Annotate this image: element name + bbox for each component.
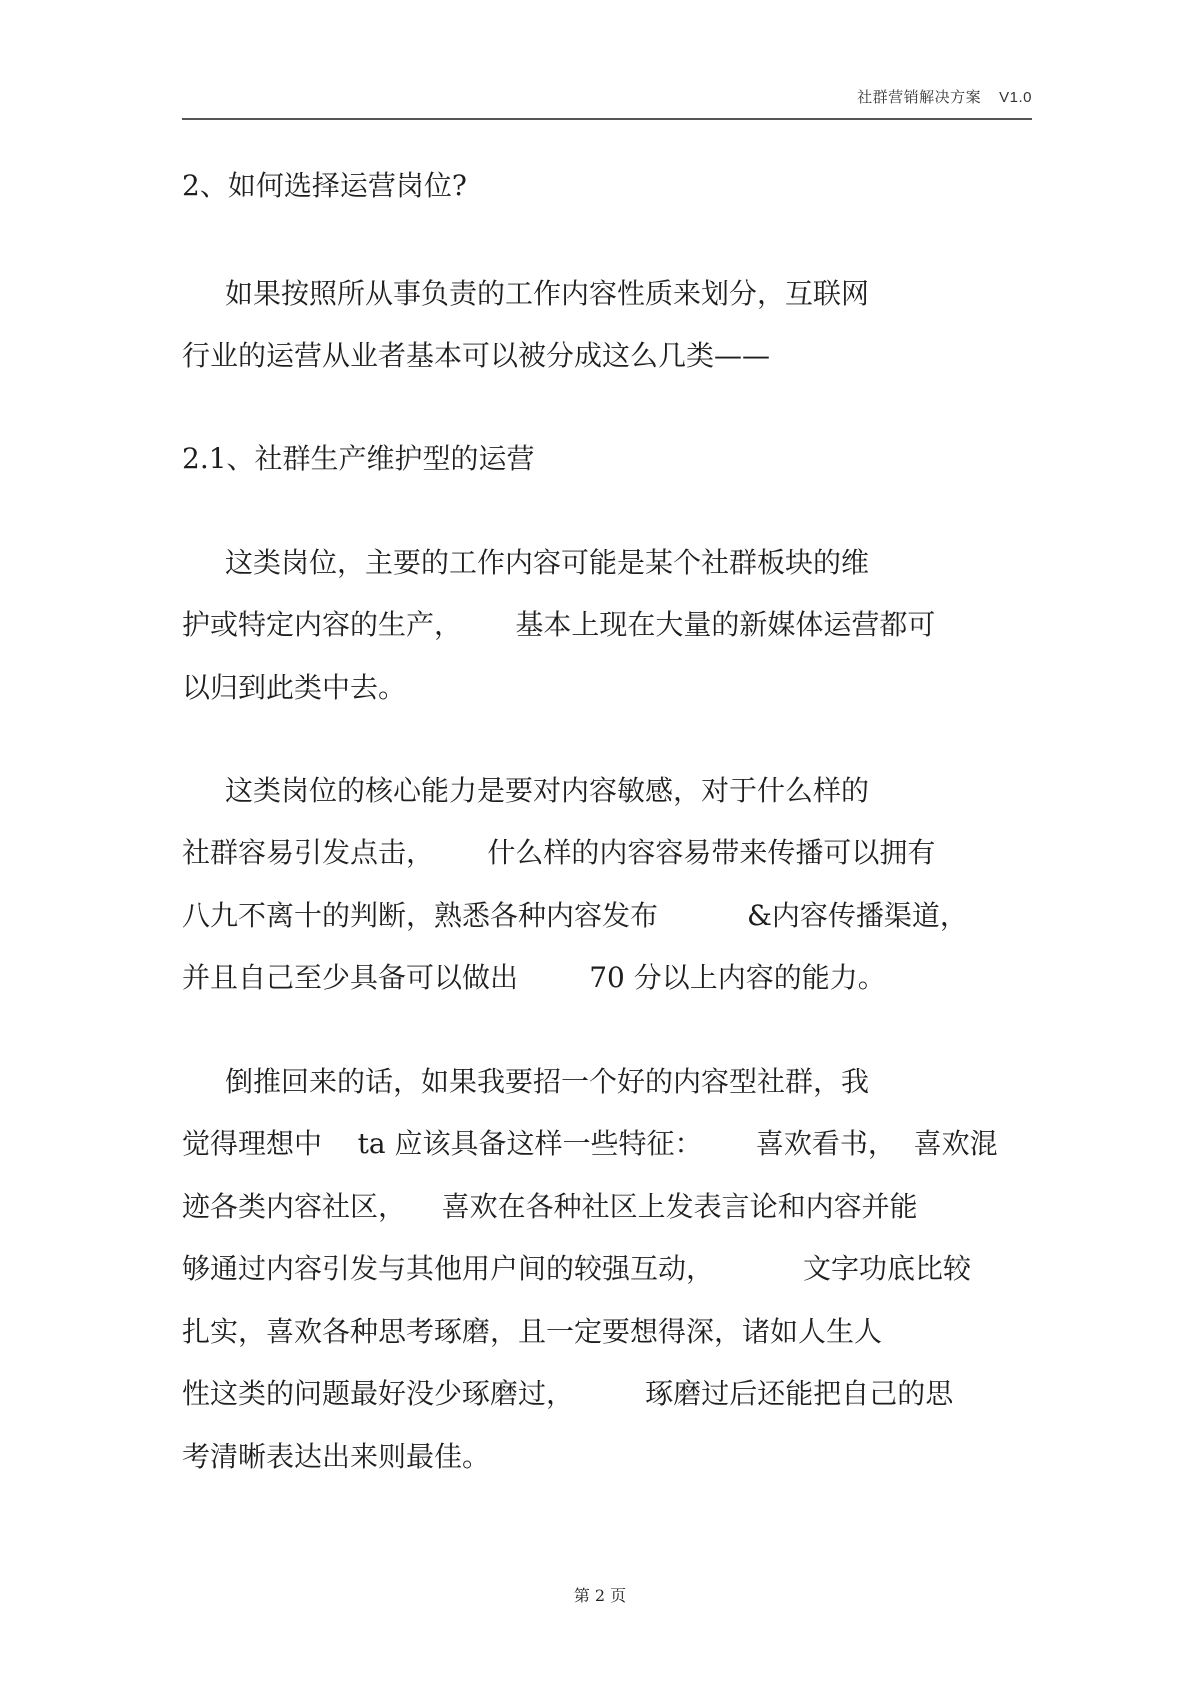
paragraph-line: 社群容易引发点击， 什么样的内容容易带来传播可以拥有 (182, 836, 936, 869)
paragraph-line: 考清晰表达出来则最佳。 (182, 1440, 491, 1473)
page-number: 第 2 页 (573, 1586, 627, 1605)
document-title: 社群营销解决方案 (857, 88, 982, 106)
paragraph-line: 行业的运营从业者基本可以被分成这么几类—— (182, 339, 771, 372)
paragraph-line: 迹各类内容社区， 喜欢在各种社区上发表言论和内容并能 (182, 1190, 918, 1223)
paragraph-line: 扎实，喜欢各种思考琢磨，且一定要想得深，诸如人生人 (182, 1315, 883, 1348)
paragraph-line: 倒推回来的话，如果我要招一个好的内容型社群，我 (225, 1065, 870, 1098)
paragraph-line: 这类岗位的核心能力是要对内容敏感，对于什么样的 (225, 774, 870, 807)
paragraph-line: 如果按照所从事负责的工作内容性质来划分，互联网 (225, 277, 870, 310)
paragraph-line: 觉得理想中 ta 应该具备这样一些特征： 喜欢看书， 喜欢混 (182, 1127, 998, 1160)
page-header (182, 84, 1032, 120)
document-version: V1.0 (999, 89, 1032, 106)
section-heading-2-1: 2.1、社群生产维护型的运营 (182, 442, 535, 475)
header-text (857, 86, 1032, 107)
paragraph-line: 护或特定内容的生产， 基本上现在大量的新媒体运营都可 (182, 608, 936, 641)
paragraph-line: 够通过内容引发与其他用户间的较强互动， 文字功底比较 (182, 1252, 972, 1285)
paragraph-line: 这类岗位，主要的工作内容可能是某个社群板块的维 (225, 546, 870, 579)
paragraph-line: 并且自己至少具备可以做出 70 分以上内容的能力。 (182, 961, 886, 994)
paragraph-line: 性这类的问题最好没少琢磨过， 琢磨过后还能把自己的思 (182, 1377, 954, 1410)
section-heading-2: 2、如何选择运营岗位? (182, 169, 467, 202)
paragraph-line: 以归到此类中去。 (182, 671, 407, 704)
paragraph-line: 八九不离十的判断，熟悉各种内容发布 &内容传播渠道， (182, 899, 968, 932)
